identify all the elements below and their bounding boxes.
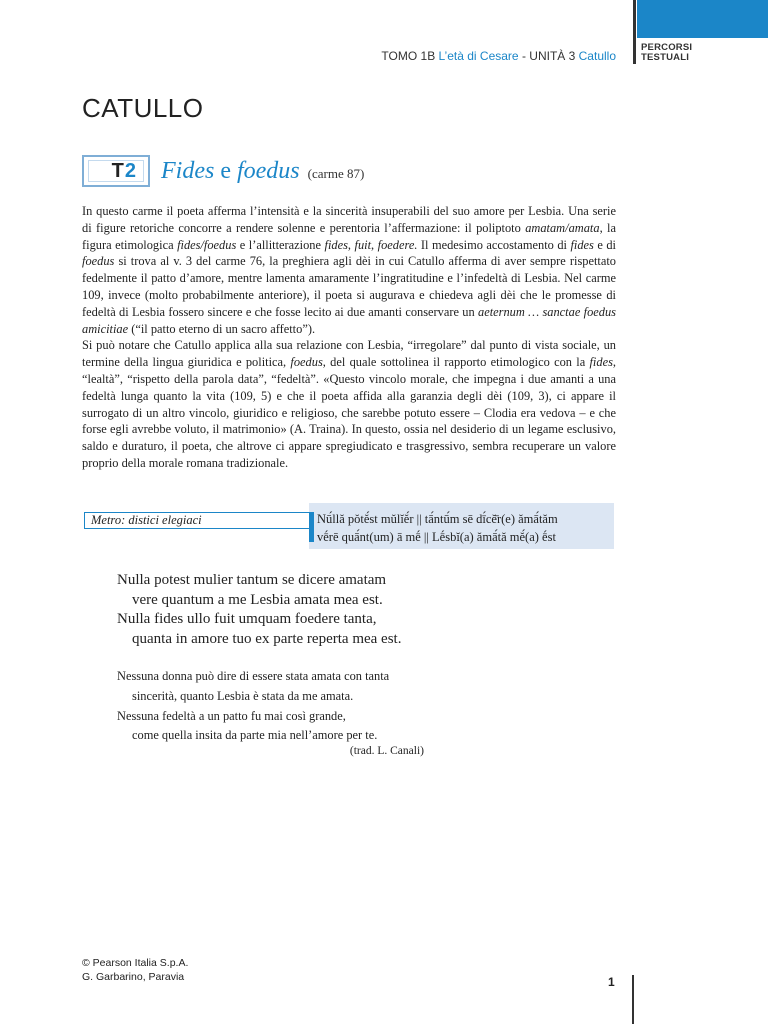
footer-vertical-rule [632, 975, 634, 1024]
poem-verse: quanta in amore tuo ex parte reperta mea est. [132, 630, 402, 647]
poem-subtitle: (carme 87) [307, 166, 365, 181]
copyright [82, 957, 188, 984]
intro-text-run: Si può notare che Catullo applica alla sua relazione con Lesbia, “irregolare” dal punto di vista sociale, un termine della lingua giuridica e politica, [82, 338, 616, 370]
poem-title-foedus: foedus [236, 158, 300, 184]
breadcrumb-title: L’età di Cesare [438, 49, 519, 63]
translation-line: sincerità, quanto Lesbia è stata da me amata. [132, 688, 354, 703]
scansion-box [309, 503, 614, 549]
intro-italic-run: fides/foedus [177, 237, 237, 252]
text-badge [82, 155, 150, 187]
translation-line: come quella insita da parte mia nell’amore per te. [132, 728, 378, 743]
breadcrumb-separator: - [518, 49, 530, 63]
poem-title-conjunction: e [214, 158, 237, 184]
intro-text-run: , [371, 237, 378, 252]
intro-italic-run: aeternum … sanctae foedus amicitiae [82, 304, 616, 336]
intro-italic-run: foedere. [377, 237, 418, 252]
breadcrumb-unit: UNITÀ 3 [529, 49, 576, 63]
translation [117, 667, 427, 746]
page-number: 1 [608, 975, 615, 989]
intro-text-run: , [347, 237, 355, 252]
section-label-line1: PERCORSI [641, 42, 693, 53]
corner-accent-block [637, 0, 768, 38]
translator-credit: (trad. L. Canali) [349, 745, 424, 757]
translation-line: Nessuna fedeltà a un patto fu mai così grande, [117, 708, 346, 723]
intro-text-run: e l’allitterazione [236, 237, 325, 252]
breadcrumb-author: Catullo [578, 49, 616, 63]
poem-title [161, 158, 364, 185]
section-label-line2: TESTUALI [641, 52, 690, 63]
intro-text-run: (“il patto eterno di un sacro affetto”). [128, 321, 316, 336]
intro-text-run: In questo carme il poeta afferma l’intensità e la sincerità insuperabili del suo amore per Lesbia. Una serie di figure retoriche concorre a rendere solenne e perentoria l’affermazione: il poliptoto [82, 204, 616, 235]
intro-text-run: , del quale sottolinea il rapporto etimologico con la [322, 355, 590, 370]
intro-paragraph-1 [82, 203, 616, 337]
poem-verse: vere quantum a me Lesbia amata mea est. [132, 591, 383, 608]
intro-text-run: e di [593, 237, 616, 252]
intro-italic-run: fides [570, 237, 594, 252]
intro-italic-run: amatam/amata [525, 220, 600, 235]
scansion-line-1: Nū́llă pŏtĕ́st mŭlĭĕ́r || tā́ntū́m sē dī́cĕ̄r(e) ămā́tăm [317, 512, 558, 526]
author-title: CATULLO [82, 93, 204, 123]
poem-title-text [161, 158, 300, 184]
intro-text-run: , “lealtà”, “rispetto della parola data”, “fedeltà”. «Questo vincolo morale, che impegna i due amanti a una fedeltà lunga quanto la vita (109, 5) e che il poeta affida alla garanzia degli dèi (109, 3), ci appare il surrogato di un altro vincolo, giuridico e religioso, che sarebbe potuto essere – Clodia era vedova – e che forse egli avrebbe voluto, il matrimonio» (A. Traina). In questo, ossia nel desiderio di un legame esclusivo, saldo e duraturo, il poeta, che altrove ci appare spregiudicato e trasgressivo, sembra recuperare un valore proprio della morale romana tradizionale. [82, 355, 616, 470]
breadcrumb-tomo: TOMO 1B [381, 49, 436, 63]
text-badge-inner [88, 160, 144, 182]
intro-italic-run: fuit [354, 237, 372, 252]
text-badge-letter: T [111, 159, 125, 182]
intro-italic-run: foedus [290, 355, 323, 370]
intro-italic-run: fides [589, 355, 613, 370]
intro-paragraph-2 [82, 337, 616, 471]
intro-text-run: , la figura etimologica [82, 220, 616, 252]
copyright-line-2: G. Garbarino, Paravia [82, 970, 185, 983]
poem-title-fides: Fides [161, 158, 215, 184]
scansion-line-2: vḗrē quā́nt(um) ā mḗ || Lḗsbĭ(a) ămā́tă mĕ́(a) ḗst [317, 530, 556, 544]
breadcrumb [330, 49, 616, 63]
poem-verse: Nulla fides ullo fuit umquam foedere tanta, [117, 611, 377, 628]
copyright-line-1: © Pearson Italia S.p.A. [82, 957, 189, 969]
header-vertical-rule [633, 0, 636, 64]
text-badge-label [112, 160, 137, 183]
intro-italic-run: foedus [82, 254, 115, 269]
latin-poem [117, 571, 457, 649]
poem-verse: Nulla potest mulier tantum se dicere amatam [117, 572, 387, 588]
intro-text [82, 203, 616, 472]
intro-text-run: si trova al v. 3 del carme 76, la preghiera agli dèi in cui Catullo afferma di aver sempre rispettato fedelmente il patto d’amore, mentre lamenta amaramente l’ingratitudine e l’infedeltà di Lesbia. Nel carme 109, invece (molto probabilmente anteriore), il poeta si augurava e chiedeva agli dèi che le promesse di fedeltà di Lesbia fossero sincere e che fosse lecito ai due amanti conservare un [82, 254, 616, 319]
section-label [641, 43, 761, 63]
scansion-accent-bar [309, 512, 314, 542]
meter-label: Metro: distici elegiaci [84, 512, 310, 529]
intro-text-run: Il medesimo accostamento di [417, 237, 571, 252]
translation-line: Nessuna donna può dire di essere stata amata con tanta [117, 669, 390, 683]
intro-italic-run: fides [324, 237, 348, 252]
text-badge-number: 2 [124, 159, 137, 182]
